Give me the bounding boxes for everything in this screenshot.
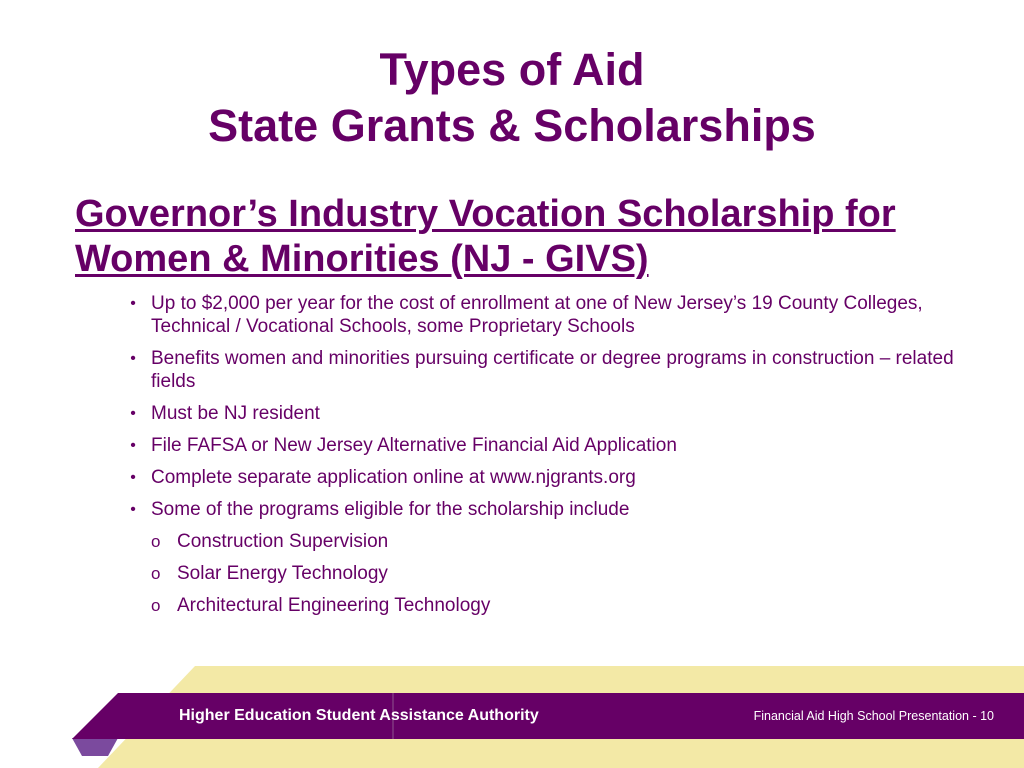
sub-bullet-text: Construction Supervision bbox=[177, 531, 389, 552]
sub-bullet-list bbox=[151, 530, 951, 617]
list-item bbox=[126, 434, 996, 457]
list-item bbox=[126, 347, 996, 393]
bullet-text: Benefits women and minorities pursuing certificate or degree programs in construction – related fields bbox=[151, 348, 954, 392]
bullet-text: Up to $2,000 per year for the cost of enrollment at one of New Jersey’s 19 County Colleges, Technical / Vocational Schools, some Proprietary Schools bbox=[151, 293, 923, 337]
sub-bullet-text: Solar Energy Technology bbox=[177, 563, 388, 584]
bullet-icon: • bbox=[130, 350, 136, 367]
bullet-icon: • bbox=[130, 469, 136, 486]
bullet-icon: • bbox=[130, 295, 136, 312]
footer-lavender-accent bbox=[72, 738, 118, 756]
bullet-text: File FAFSA or New Jersey Alternative Financial Aid Application bbox=[151, 435, 677, 456]
bullet-text: Must be NJ resident bbox=[151, 403, 320, 424]
list-item bbox=[126, 498, 996, 521]
sub-list-item bbox=[151, 562, 951, 585]
list-item bbox=[126, 466, 996, 489]
circle-bullet-icon: o bbox=[151, 596, 161, 615]
bullet-text: Complete separate application online at www.njgrants.org bbox=[151, 467, 636, 488]
bullet-icon: • bbox=[130, 501, 136, 518]
title-line-1: Types of Aid bbox=[379, 44, 645, 95]
scholarship-heading: Governor’s Industry Vocation Scholarship for Women & Minorities (NJ - GIVS) bbox=[75, 193, 896, 280]
slide-title bbox=[0, 42, 1024, 154]
footer-presentation-label: Financial Aid High School Presentation - 10 bbox=[753, 709, 994, 723]
list-item bbox=[126, 402, 996, 425]
sub-list-container bbox=[126, 530, 996, 617]
title-line-2: State Grants & Scholarships bbox=[208, 100, 816, 151]
bullet-text: Some of the programs eligible for the scholarship include bbox=[151, 499, 630, 520]
bullet-icon: • bbox=[130, 405, 136, 422]
list-item bbox=[126, 292, 996, 338]
sub-list-item bbox=[151, 594, 951, 617]
footer-organization: Higher Education Student Assistance Authority bbox=[179, 707, 539, 724]
sub-list-item bbox=[151, 530, 951, 553]
bullet-icon: • bbox=[130, 437, 136, 454]
circle-bullet-icon: o bbox=[151, 564, 161, 583]
sub-bullet-text: Architectural Engineering Technology bbox=[177, 595, 491, 616]
circle-bullet-icon: o bbox=[151, 532, 161, 551]
bullet-list bbox=[126, 292, 996, 626]
